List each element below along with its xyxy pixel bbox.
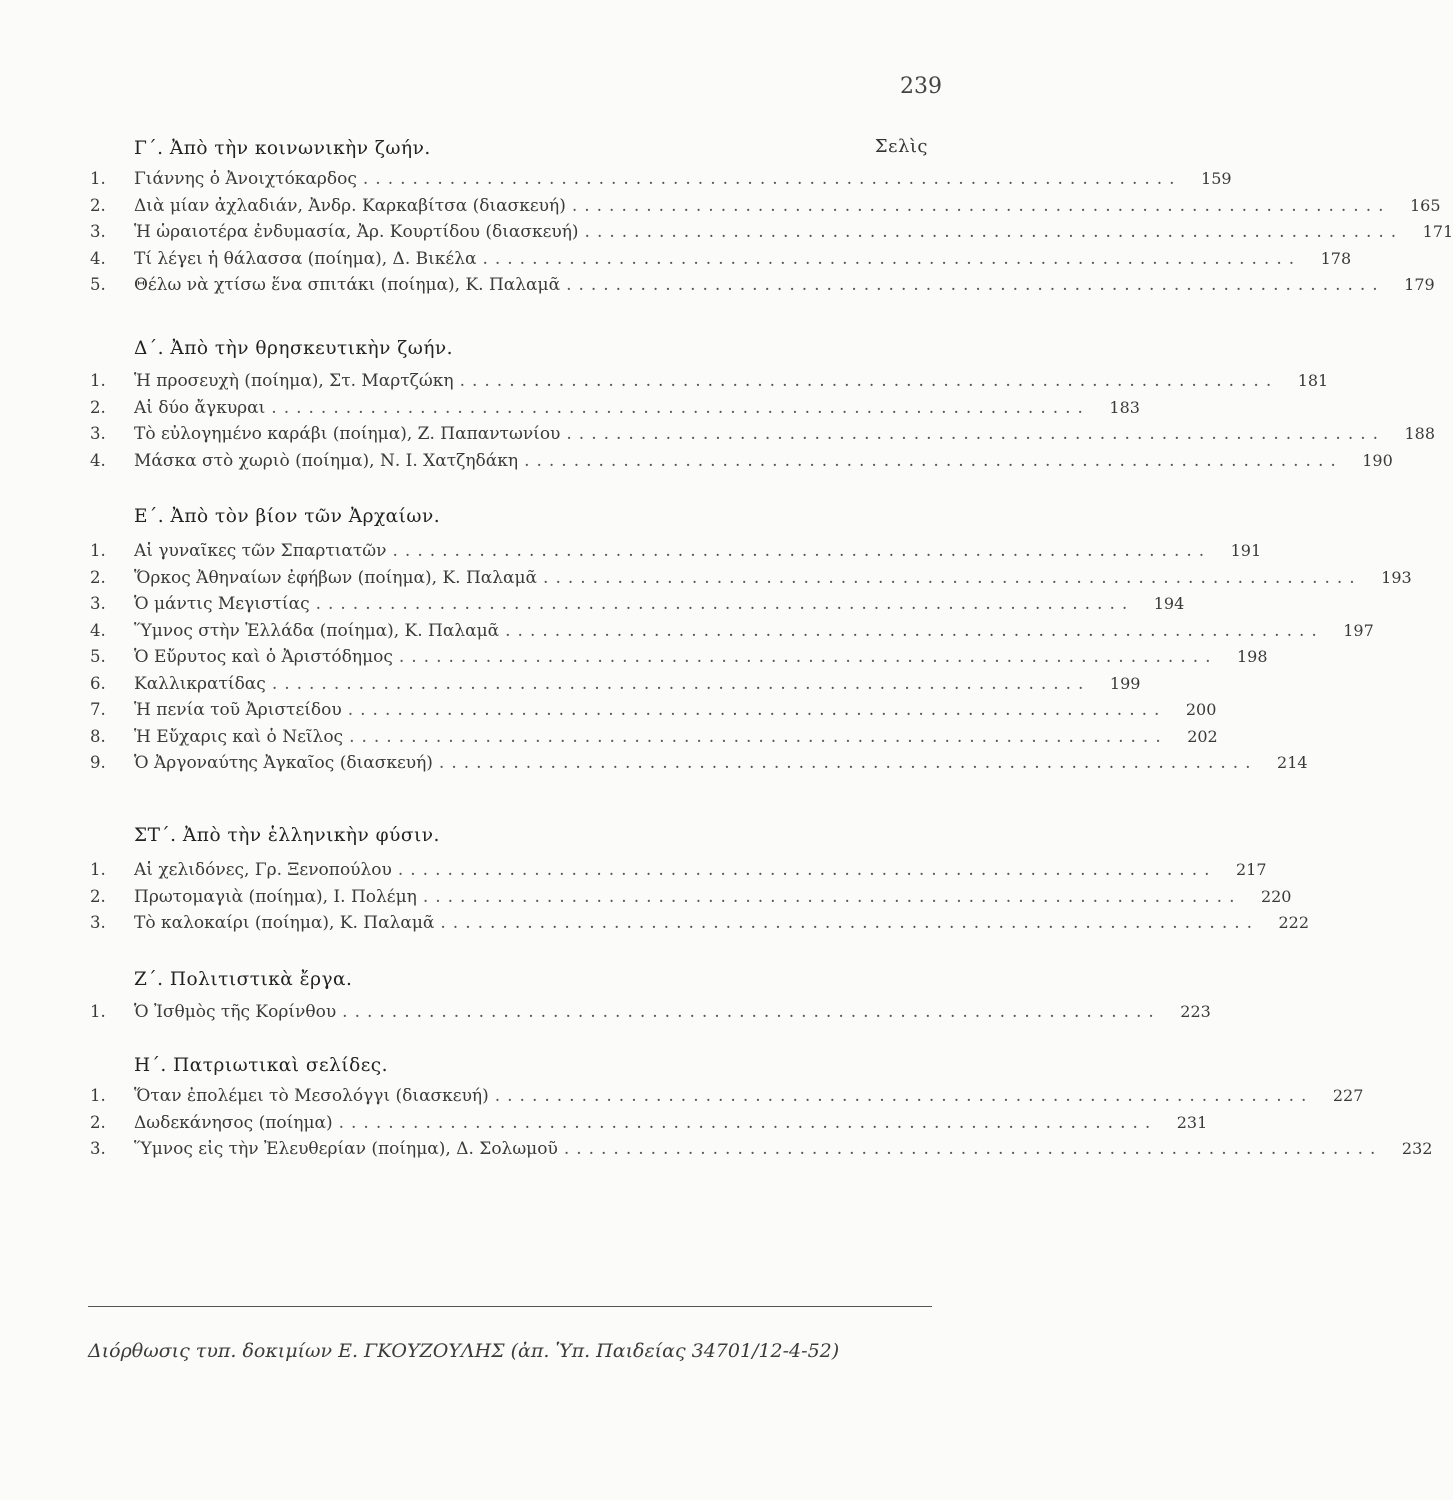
entry-title: Ὁ μάντις Μεγιστίας: [134, 594, 310, 614]
leader-dots: ..................................................................: [440, 913, 1260, 933]
entry-number: 9.: [90, 753, 106, 772]
toc-entry: [90, 1139, 1433, 1166]
section-heading-text: Ζ΄. Πολιτιστικὰ ἔργα.: [134, 969, 353, 990]
leader-dots: ..................................................................: [349, 726, 1168, 747]
toc-entry: [90, 860, 1267, 887]
section-heading: [90, 956, 932, 990]
entry-number: 2.: [90, 195, 106, 215]
entry-title: Ὁ Ἰσθμὸς τῆς Κορίνθου: [134, 1002, 337, 1022]
leader-dots: ..................................................................: [338, 1112, 1158, 1133]
entry-title: Αἱ χελιδόνες, Γρ. Ξενοπούλου: [134, 860, 392, 880]
entry-number: 1.: [90, 860, 106, 879]
entry-number: 4.: [90, 620, 106, 640]
section-heading-text: Ε΄. Ἀπὸ τὸν βίον τῶν Ἀρχαίων.: [134, 506, 441, 527]
entry-number: 3.: [90, 913, 106, 932]
entry-page: 199: [1109, 673, 1141, 693]
entry-title: Ὕμνος στὴν Ἑλλάδα (ποίημα), Κ. Παλαμᾶ: [134, 620, 500, 641]
entry-title: Τὸ καλοκαίρι (ποίημα), Κ. Παλαμᾶ: [134, 913, 435, 933]
entry-page: 194: [1153, 594, 1185, 613]
leader-dots: ..................................................................: [494, 1086, 1314, 1106]
entry-page: 223: [1180, 1002, 1211, 1021]
entry-page: 227: [1332, 1086, 1364, 1105]
toc-entry: [90, 275, 1435, 302]
leader-dots: ..................................................................: [271, 397, 1090, 418]
toc-entry: [90, 195, 1441, 223]
entry-page: 220: [1260, 886, 1292, 906]
section-heading: [90, 812, 932, 846]
entry-title: Ὁ Εὔρυτος καὶ ὁ Ἀριστόδημος: [134, 647, 393, 667]
entry-page: 178: [1320, 248, 1352, 268]
footer-note: Διόρθωσις τυπ. δοκιμίων Ε. ΓΚΟΥΖΟΥΛΗΣ (ἀπ. Ὑπ. Παιδείας 34701/12-4-52): [88, 1340, 840, 1362]
toc-entry: [90, 673, 1141, 701]
toc-entry: [90, 567, 1412, 595]
entry-number: 2.: [90, 397, 106, 417]
toc-section-g: [90, 125, 1453, 302]
leader-dots: ..................................................................: [543, 567, 1362, 588]
entry-page: 159: [1201, 169, 1232, 188]
entry-page: 193: [1381, 567, 1412, 587]
toc-entry: [90, 594, 1185, 621]
section-heading-text: Η΄. Πατριωτικαὶ σελίδες.: [134, 1055, 389, 1076]
toc-entry: [90, 1086, 1364, 1113]
leader-dots: ..................................................................: [566, 275, 1385, 295]
toc-entry: [90, 169, 1232, 196]
entry-page: 198: [1236, 647, 1268, 666]
entry-title: Καλλικρατίδας: [134, 673, 266, 694]
toc-entry: [90, 753, 1308, 780]
entry-title: Αἱ γυναῖκες τῶν Σπαρτιατῶν: [134, 541, 387, 561]
section-heading-text: Γ΄. Ἀπὸ τὴν κοινωνικὴν ζωήν.: [134, 138, 431, 159]
leader-dots: ..................................................................: [392, 541, 1212, 561]
toc-section-h: [90, 1042, 1433, 1166]
entry-page: 183: [1109, 397, 1140, 417]
toc-entry: [90, 647, 1268, 674]
entry-page: 200: [1185, 700, 1217, 719]
toc-entry: [90, 424, 1436, 451]
entry-page: 214: [1277, 753, 1308, 772]
entry-page: 190: [1362, 450, 1393, 470]
entry-page: 197: [1343, 620, 1374, 640]
toc-entry: [90, 620, 1374, 648]
leader-dots: ..................................................................: [271, 673, 1091, 694]
toc-entry: [90, 913, 1310, 940]
entry-title: Δωδεκάνησος (ποίημα): [134, 1112, 333, 1133]
toc-entry: [90, 700, 1217, 727]
entry-page: 179: [1404, 275, 1435, 294]
leader-dots: ..................................................................: [482, 248, 1302, 269]
entry-title: Ὅρκος Ἀθηναίων ἐφήβων (ποίημα), Κ. Παλαμᾶ: [134, 567, 538, 588]
leader-dots: ..................................................................: [505, 620, 1324, 641]
leader-dots: ..................................................................: [524, 450, 1343, 471]
entry-number: 5.: [90, 275, 106, 294]
toc-entry: [90, 886, 1292, 914]
toc-entry: [90, 222, 1453, 249]
toc-entry: [90, 248, 1352, 276]
entry-number: 1.: [90, 1002, 106, 1021]
leader-dots: ..................................................................: [315, 594, 1135, 614]
page-number: 239: [900, 74, 942, 99]
toc-entry: [90, 397, 1140, 425]
entry-title: Ἡ πενία τοῦ Ἀριστείδου: [134, 700, 342, 720]
entry-number: 1.: [90, 541, 106, 560]
toc-entry: [90, 541, 1262, 568]
leader-dots: ..................................................................: [584, 222, 1404, 242]
section-heading: [90, 125, 932, 159]
entry-page: 188: [1404, 424, 1436, 443]
entry-number: 2.: [90, 1112, 106, 1132]
entry-number: 6.: [90, 673, 106, 693]
entry-page: 231: [1176, 1112, 1208, 1132]
leader-dots: ..................................................................: [347, 700, 1167, 720]
section-heading-text: ΣΤ΄. Ἀπὸ τὴν ἑλληνικὴν φύσιν.: [134, 825, 440, 846]
entry-number: 5.: [90, 647, 106, 666]
leader-dots: ..................................................................: [362, 169, 1182, 189]
selis-label: Σελὶς: [874, 136, 928, 157]
leader-dots: ..................................................................: [459, 371, 1279, 391]
entry-title: Ὅταν ἐπολέμει τὸ Μεσολόγγι (διασκευή): [134, 1086, 489, 1106]
leader-dots: ..................................................................: [563, 1139, 1383, 1159]
entry-number: 7.: [90, 700, 106, 719]
entry-page: 171: [1422, 222, 1453, 241]
entry-title: Ἡ ὡραιοτέρα ἐνδυμασία, Ἀρ. Κουρτίδου (διασκευή): [134, 222, 579, 242]
entry-number: 1.: [90, 1086, 106, 1105]
entry-title: Ὁ Ἀργοναύτης Ἀγκαῖος (διασκευή): [134, 753, 433, 773]
entry-number: 3.: [90, 222, 106, 241]
toc-entry: [90, 1002, 1211, 1029]
leader-dots: ..................................................................: [398, 647, 1218, 667]
section-heading: [90, 1042, 932, 1076]
entry-title: Θέλω νὰ χτίσω ἕνα σπιτάκι (ποίημα), Κ. Παλαμᾶ: [134, 275, 561, 295]
toc-section-e: [90, 493, 1412, 780]
entry-title: Ἡ Εὔχαρις καὶ ὁ Νεῖλος: [134, 726, 344, 747]
entry-number: 3.: [90, 594, 106, 613]
section-heading: [90, 493, 932, 527]
entry-number: 2.: [90, 886, 106, 906]
toc-section-st: [90, 812, 1310, 940]
entry-title: Ὕμνος εἰς τὴν Ἐλευθερίαν (ποίημα), Δ. Σολωμοῦ: [134, 1139, 558, 1159]
entry-number: 3.: [90, 424, 106, 443]
leader-dots: ..................................................................: [342, 1002, 1161, 1022]
toc-section-z: [90, 956, 1211, 1029]
entry-page: 165: [1409, 195, 1441, 215]
entry-number: 2.: [90, 567, 106, 587]
entry-title: Πρωτομαγιὰ (ποίημα), Ι. Πολέμη: [134, 886, 417, 907]
entry-title: Αἱ δύο ἄγκυραι: [134, 397, 266, 418]
toc-section-d: [90, 325, 1436, 477]
toc-entry: [90, 371, 1329, 398]
entry-title: Ἡ προσευχὴ (ποίημα), Στ. Μαρτζώκη: [134, 371, 454, 391]
entry-title: Τί λέγει ἡ θάλασσα (ποίημα), Δ. Βικέλα: [134, 248, 477, 269]
entry-title: Διὰ μίαν ἀχλαδιάν, Ἀνδρ. Καρκαβίτσα (διασκευή): [134, 195, 566, 216]
entry-page: 222: [1278, 913, 1310, 932]
footer-rule: [88, 1306, 932, 1307]
leader-dots: ..................................................................: [397, 860, 1217, 880]
leader-dots: ..................................................................: [566, 424, 1386, 444]
entry-title: Τὸ εὐλογημένο καράβι (ποίημα), Ζ. Παπαντωνίου: [134, 424, 561, 444]
entry-page: 232: [1401, 1139, 1433, 1158]
section-heading-text: Δ΄. Ἀπὸ τὴν θρησκευτικὴν ζωήν.: [134, 338, 454, 359]
toc-entry: [90, 450, 1393, 478]
entry-number: 4.: [90, 450, 106, 470]
leader-dots: ..................................................................: [571, 195, 1391, 216]
toc-entry: [90, 1112, 1208, 1140]
entry-number: 3.: [90, 1139, 106, 1158]
leader-dots: ..................................................................: [422, 886, 1242, 907]
toc-entry: [90, 726, 1218, 754]
entry-title: Γιάννης ὁ Ἀνοιχτόκαρδος: [134, 169, 357, 189]
entry-number: 4.: [90, 248, 106, 268]
entry-number: 1.: [90, 169, 106, 188]
entry-page: 181: [1297, 371, 1329, 390]
entry-title: Μάσκα στὸ χωριὸ (ποίημα), Ν. Ι. Χατζηδάκη: [134, 450, 519, 471]
leader-dots: ..................................................................: [438, 753, 1258, 773]
section-heading: [90, 325, 932, 359]
entry-page: 191: [1230, 541, 1262, 560]
entry-number: 8.: [90, 726, 106, 746]
entry-page: 202: [1187, 726, 1218, 746]
entry-number: 1.: [90, 371, 106, 390]
entry-page: 217: [1235, 860, 1267, 879]
